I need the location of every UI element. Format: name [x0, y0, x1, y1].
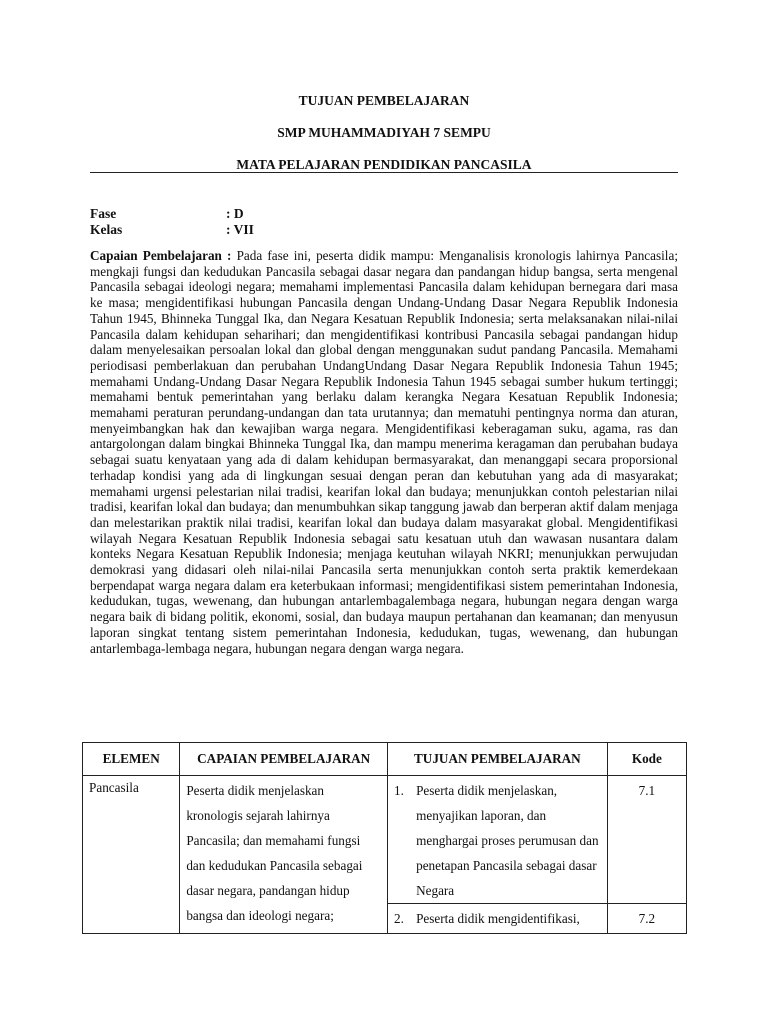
header-tujuan: TUJUAN PEMBELAJARAN	[388, 743, 608, 776]
header-elemen: ELEMEN	[83, 743, 180, 776]
title-block	[90, 92, 678, 188]
document-title: TUJUAN PEMBELAJARAN	[298, 93, 470, 108]
cell-item-number: 1.	[388, 776, 417, 904]
header-capaian: CAPAIAN PEMBELAJARAN	[180, 743, 388, 776]
capaian-paragraph	[90, 248, 678, 656]
kelas-label: Kelas	[90, 222, 123, 237]
table-row	[83, 776, 687, 904]
cell-tujuan: Peserta didik menjelaskan, menyajikan laporan, dan menghargai proses perumusan dan penetapan Pancasila sebagai dasar Negara	[416, 776, 607, 904]
cell-item-number: 2.	[388, 904, 417, 934]
tujuan-table	[82, 742, 687, 934]
kelas-value: : VII	[226, 222, 254, 237]
table-header-row	[83, 743, 687, 776]
cell-capaian: Peserta didik menjelaskan kronologis sejarah lahirnya Pancasila; dan memahami fungsi dan kedudukan Pancasila sebagai dasar negara, pandangan hidup bangsa dan ideologi negara;	[180, 776, 388, 934]
cell-kode: 7.1	[607, 776, 686, 904]
title-divider	[90, 172, 678, 173]
meta-info	[90, 206, 254, 238]
school-name: SMP MUHAMMADIYAH 7 SEMPU	[277, 125, 491, 140]
cell-kode: 7.2	[607, 904, 686, 934]
kelas-row	[90, 222, 254, 238]
fase-row	[90, 206, 254, 222]
cell-tujuan: Peserta didik mengidentifikasi,	[416, 904, 607, 934]
capaian-text: Pada fase ini, peserta didik mampu: Menganalisis kronologis lahirnya Pancasila; mengkaji fungsi dan kedudukan Pancasila sebagai dasar negara dan pandangan hidup bangsa, serta mengenal Pancasila sebagai ideologi negara; memahami implementasi Pancasila dalam kehidupan bernegara dari masa ke masa; mengidentifikasi hubungan Pancasila dengan Undang-Undang Dasar Negara Republik Indonesia Tahun 1945, Bhinneka Tunggal Ika, dan Negara Kesatuan Republik Indonesia; serta melaksanakan nilai-nilai Pancasila dalam kehidupan seharihari; dan mengidentifikasi kontribusi Pancasila sebagai pandangan hidup dalam menyelesaikan persoalan lokal dan global dengan menggunakan sudut pandang Pancasila. Memahami periodisasi pemberlakuan dan perubahan UndangUndang Dasar Negara Republik Indonesia Tahun 1945; memahami Undang-Undang Dasar Negara Republik Indonesia Tahun 1945 sebagai sumber hukum tertinggi; memahami bentuk pemerintahan yang berlaku dalam kerangka Negara Kesatuan Republik Indonesia; memahami peraturan perundang-undangan dan tata urutannya; dan mematuhi pentingnya norma dan aturan, menyeimbangkan hak dan kewajiban warga negara. Mengidentifikasi keberagaman suku, agama, ras dan antargolongan dalam bingkai Bhinneka Tunggal Ika, dan mampu menerima keragaman dan perubahan budaya sebagai suatu kenyataan yang ada di dalam kehidupan bermasyarakat, dan menanggapi secara proporsional terhadap kondisi yang ada di lingkungan sesuai dengan peran dan kebutuhan yang ada di masyarakat; memahami urgensi pelestarian nilai tradisi, kearifan lokal dan budaya; menunjukkan contoh pelestarian nilai tradisi, kearifan lokal dan budaya; dan menumbuhkan sikap tanggung jawab dan berperan aktif dalam menjaga dan melestarikan praktik nilai tradisi, kearifan lokal dan budaya dalam masyarakat global. Mengidentifikasi wilayah Negara Kesatuan Republik Indonesia sebagai satu kesatuan utuh dan wawasan nusantara dalam konteks Negara Kesatuan Republik Indonesia; menjaga keutuhan wilayah NKRI; menunjukkan perwujudan demokrasi yang didasari oleh nilai-nilai Pancasila serta menunjukkan contoh serta praktik kemerdekaan berpendapat warga negara dalam era keterbukaan informasi; mengidentifikasi sistem pemerintahan Indonesia, kedudukan, tugas, wewenang, dan hubungan antarlembagalembaga negara, hubungan negara dengan warga negara baik di bidang politik, ekonomi, sosial, dan budaya maupun pertahanan dan keamanan; dan menyusun laporan singkat tentang sistem pemerintahan Indonesia, kedudukan, tugas, wewenang, dan hubungan antarlembaga-lembaga negara, hubungan negara dengan warga negara.	[90, 248, 678, 656]
fase-label: Fase	[90, 206, 117, 221]
capaian-label: Capaian Pembelajaran :	[90, 248, 232, 263]
fase-value: : D	[226, 206, 244, 221]
subject-name: MATA PELAJARAN PENDIDIKAN PANCASILA	[236, 157, 532, 172]
cell-elemen: Pancasila	[83, 776, 180, 934]
header-kode: Kode	[607, 743, 686, 776]
